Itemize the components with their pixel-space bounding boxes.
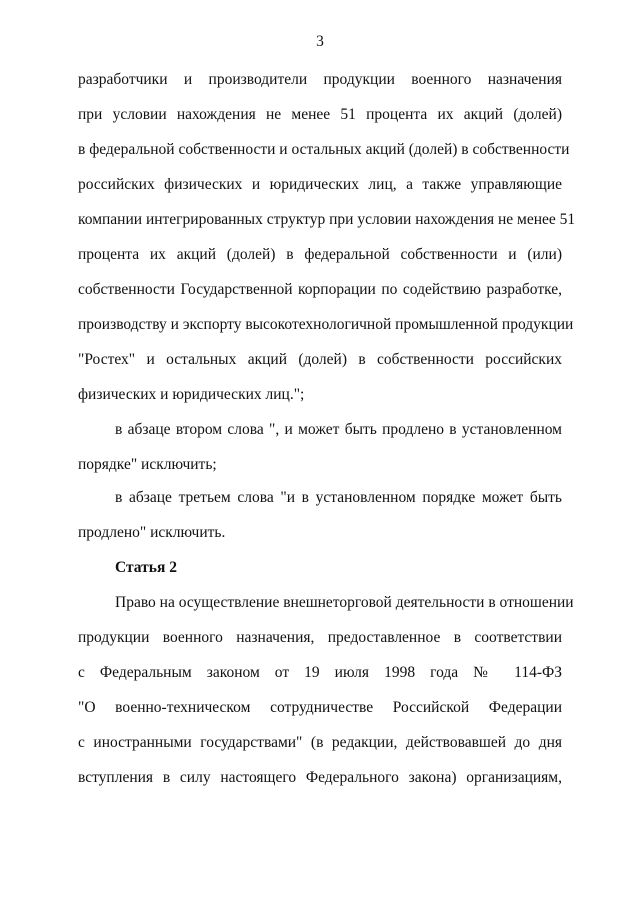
text-line: производству и экспорту высокотехнологичной промышленной продукции xyxy=(78,316,574,333)
text-line: разработчики и производители продукции военного назначения xyxy=(78,71,562,88)
text-line: продлено" исключить. xyxy=(78,524,226,541)
text-line: с Федеральным законом от 19 июля 1998 года № 114-ФЗ xyxy=(78,664,562,681)
text-line: процента их акций (долей) в федеральной собственности и (или) xyxy=(78,246,562,263)
text-line: Право на осуществление внешнеторговой деятельности в отношении xyxy=(115,594,574,611)
text-line: собственности Государственной корпорации по содействию разработке, xyxy=(78,281,562,298)
text-line: "Ростех" и остальных акций (долей) в собственности российских xyxy=(78,351,562,368)
article-heading: Статья 2 xyxy=(115,559,177,576)
page-number: 3 xyxy=(316,33,324,50)
text-line: с иностранными государствами" (в редакции, действовавшей до дня xyxy=(78,734,562,751)
text-line: продукции военного назначения, предоставленное в соответствии xyxy=(78,629,562,646)
text-line: в федеральной собственности и остальных акций (долей) в собственности xyxy=(78,141,570,158)
text-line: в абзаце третьем слова "и в установленном порядке может быть xyxy=(115,489,562,506)
text-line: порядке" исключить; xyxy=(78,456,217,473)
text-line: при условии нахождения не менее 51 процента их акций (долей) xyxy=(78,106,562,123)
text-line: компании интегрированных структур при условии нахождения не менее 51 xyxy=(78,211,576,228)
text-line: вступления в силу настоящего Федерального закона) организациям, xyxy=(78,769,562,786)
text-line: физических и юридических лиц."; xyxy=(78,386,305,403)
text-line: российских физических и юридических лиц, а также управляющие xyxy=(78,176,562,193)
text-line: "О военно-техническом сотрудничестве Российской Федерации xyxy=(78,699,562,716)
text-line: в абзаце втором слова ", и может быть продлено в установленном xyxy=(115,421,562,438)
